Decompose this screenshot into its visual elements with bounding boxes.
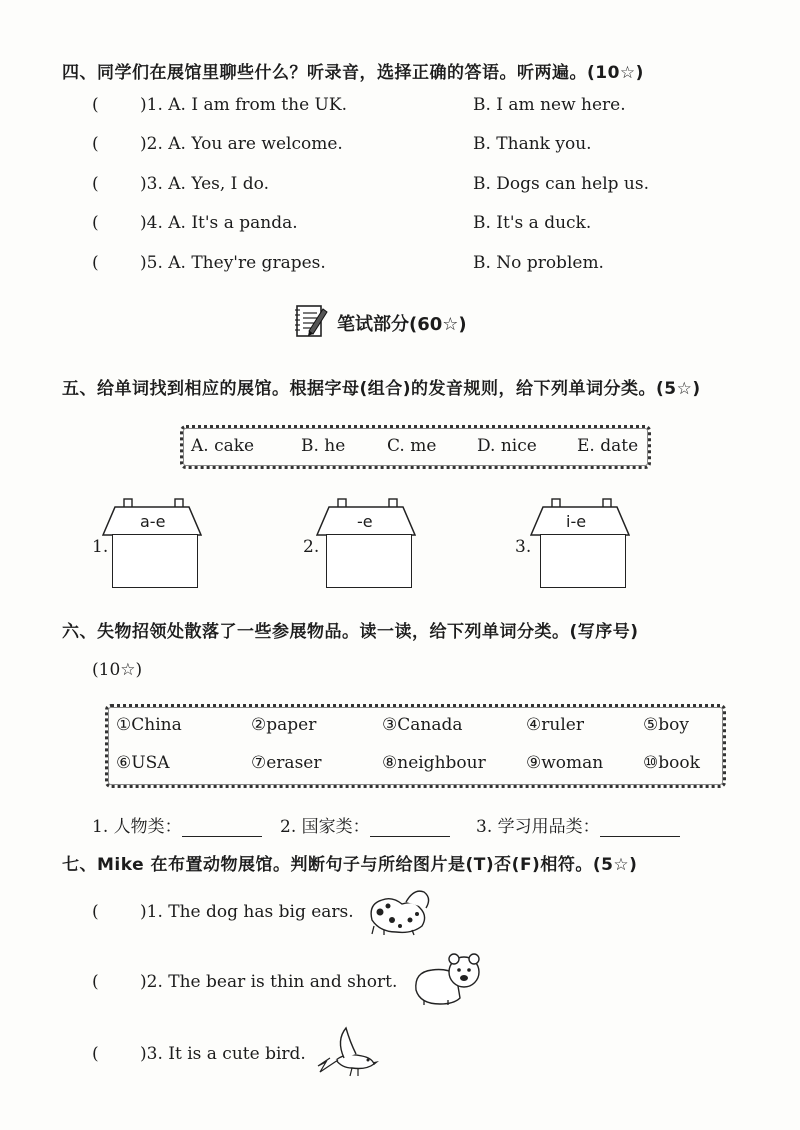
statement-2: )2. The bear is thin and short. [140, 972, 398, 992]
word-option: E. date [577, 436, 639, 456]
option-a: )2. A. You are welcome. [140, 134, 343, 154]
word-option: B. he [301, 436, 346, 456]
answer-blank[interactable] [600, 820, 680, 837]
house-number: 3. [515, 537, 532, 557]
answer-paren: ( [92, 972, 99, 992]
option-b: B. Thank you. [473, 134, 592, 154]
house-label: -e [357, 512, 373, 531]
section-5-heading: 五、给单词找到相应的展馆。根据字母(组合)的发音规则，给下列单词分类。(5☆) [62, 379, 701, 399]
dog-icon [362, 886, 436, 940]
category-people [92, 812, 262, 837]
category-label: 2. 国家类： [280, 817, 370, 837]
category-countries [280, 812, 450, 837]
option-b: B. It's a duck. [473, 213, 592, 233]
word-option: A. cake [191, 436, 255, 456]
section-4-heading: 四、同学们在展馆里聊些什么？听录音，选择正确的答语。听两遍。(10☆) [62, 63, 644, 83]
word-option: D. nice [477, 436, 537, 456]
house-answer-box[interactable] [326, 534, 412, 588]
word-option: ⑥USA [116, 753, 170, 773]
answer-paren: ( [92, 134, 99, 154]
notebook-pencil-icon [293, 303, 329, 343]
word-option: ②paper [251, 715, 317, 735]
section-7-heading: 七、Mike 在布置动物展馆。判断句子与所给图片是(T)否(F)相符。(5☆) [62, 855, 638, 875]
category-label: 3. 学习用品类： [476, 817, 600, 837]
answer-blank[interactable] [182, 820, 262, 837]
section-6-heading: 六、失物招领处散落了一些参展物品。读一读，给下列单词分类。(写序号) [62, 622, 639, 642]
option-a: )4. A. It's a panda. [140, 213, 298, 233]
house-label: a-e [140, 512, 166, 531]
category-label: 1. 人物类： [92, 817, 182, 837]
house-number: 2. [303, 537, 320, 557]
answer-paren: ( [92, 902, 99, 922]
option-a: )5. A. They're grapes. [140, 253, 326, 273]
option-b: B. No problem. [473, 253, 604, 273]
option-b: B. Dogs can help us. [473, 174, 649, 194]
word-option: ⑤boy [643, 715, 689, 735]
option-a: )3. A. Yes, I do. [140, 174, 270, 194]
house-answer-box[interactable] [112, 534, 198, 588]
section-6-score: (10☆) [92, 660, 143, 680]
word-bank-5 [180, 425, 651, 469]
statement-1: )1. The dog has big ears. [140, 902, 354, 922]
answer-paren: ( [92, 174, 99, 194]
answer-paren: ( [92, 213, 99, 233]
option-b: B. I am new here. [473, 95, 626, 115]
statement-3: )3. It is a cute bird. [140, 1044, 306, 1064]
word-option: ⑨woman [526, 753, 604, 773]
word-bank-6 [105, 704, 726, 788]
written-part-title: 笔试部分(60☆) [337, 314, 467, 335]
answer-paren: ( [92, 1044, 99, 1064]
word-option: ⑩book [643, 753, 700, 773]
answer-blank[interactable] [370, 820, 450, 837]
house-label: i-e [566, 512, 587, 531]
house-answer-box[interactable] [540, 534, 626, 588]
answer-paren: ( [92, 253, 99, 273]
word-option: ④ruler [526, 715, 584, 735]
word-option: ⑧neighbour [382, 753, 486, 773]
option-a: )1. A. I am from the UK. [140, 95, 347, 115]
category-stationery [476, 812, 680, 837]
bear-icon [410, 950, 482, 1010]
word-option: ⑦eraser [251, 753, 322, 773]
answer-paren: ( [92, 95, 99, 115]
word-option: C. me [387, 436, 437, 456]
word-option: ①China [116, 715, 182, 735]
house-number: 1. [92, 537, 109, 557]
bird-icon [316, 1026, 380, 1086]
word-option: ③Canada [382, 715, 463, 735]
